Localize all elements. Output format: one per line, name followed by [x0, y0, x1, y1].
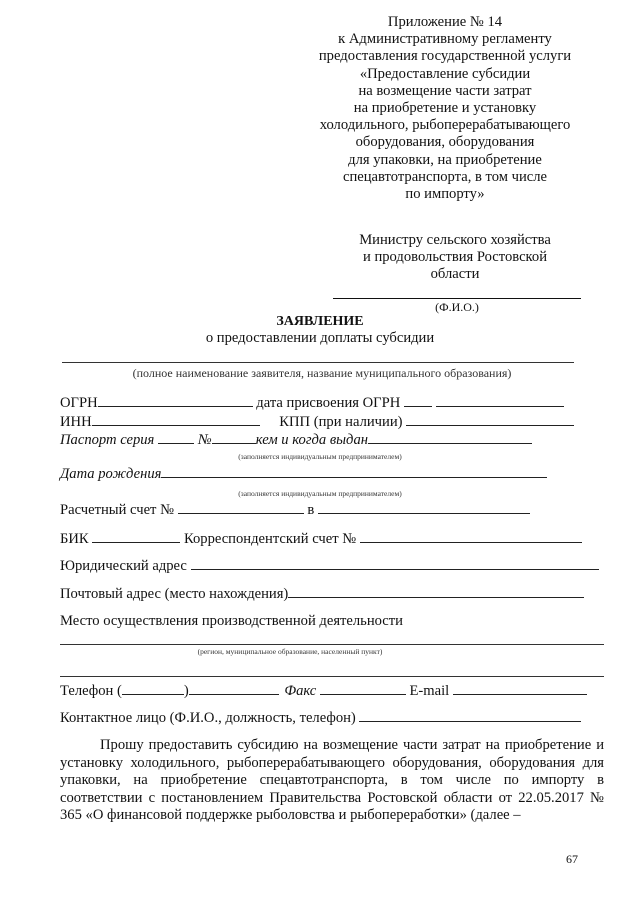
document-subtitle: о предоставлении доплаты субсидии [205, 330, 435, 346]
appendix-line: по импорту» [405, 186, 485, 203]
account-field[interactable] [178, 500, 304, 514]
request-paragraph: Прошу предоставить субсидию на возмещение части затрат на приобретение и установку холодильного, рыбоперерабатывающего оборудования, оборудования для упаковки, на приобретение спецавтотранспорта, в том числе по импорту в соответствии с постановлением Правительства Ростовской области от 22.05.2017 № 365 «О финансовой поддержке рыболовства и рыбопереработки» (далее – [60, 737, 604, 824]
production-place-field-2[interactable] [60, 676, 604, 677]
ogrn-row [60, 393, 564, 412]
appendix-header [300, 14, 590, 203]
legal-address-row [60, 556, 599, 575]
passport-issued-field[interactable] [368, 430, 532, 444]
ip-hint: (заполняется индивидуальным предпринимателем) [238, 489, 402, 498]
fax-field[interactable] [320, 681, 406, 695]
corr-account-label: Корреспондентский счет № [183, 531, 357, 547]
appendix-line: «Предоставление субсидии [359, 65, 531, 82]
fio-hint: (Ф.И.О.) [435, 300, 479, 314]
contact-row [60, 708, 581, 727]
phone-field[interactable] [189, 681, 279, 695]
birth-date-field[interactable] [161, 464, 547, 478]
postal-address-field[interactable] [288, 584, 584, 598]
appendix-line: оборудования, оборудования [355, 134, 535, 151]
passport-issued-label: кем и когда выдан [255, 432, 368, 448]
bank-field[interactable] [318, 500, 530, 514]
account-row [60, 500, 530, 519]
ogrn-field[interactable] [98, 393, 253, 407]
ogrn-label: ОГРН [60, 395, 98, 411]
appendix-line: к Административному регламенту [338, 31, 552, 48]
birth-date-row [60, 464, 547, 483]
ip-hint: (заполняется индивидуальным предпринимателем) [238, 452, 402, 461]
phone-label: Телефон ( [60, 683, 122, 699]
contact-field[interactable] [359, 708, 581, 722]
production-place-label: Место осуществления производственной деятельности [60, 613, 403, 629]
corr-account-field[interactable] [360, 529, 582, 543]
ogrn-date-day-field[interactable] [404, 393, 432, 407]
passport-number-label: № [198, 432, 212, 448]
passport-row [60, 430, 532, 449]
passport-series-field[interactable] [158, 430, 194, 444]
birth-date-label: Дата рождения [60, 466, 162, 482]
account-in-label: в [307, 502, 315, 518]
applicant-hint: (полное наименование заявителя, название муниципального образования) [132, 366, 512, 380]
email-label: E-mail [409, 683, 450, 699]
postal-address-label: Почтовый адрес (место нахождения) [60, 586, 289, 602]
page-number: 67 [566, 852, 578, 866]
phone-close: ) [183, 683, 189, 699]
appendix-line: холодильного, рыбоперерабатывающего [319, 117, 571, 134]
appendix-line: предоставления государственной услуги [318, 48, 572, 65]
production-place-row [60, 612, 403, 630]
bik-row [60, 529, 582, 548]
ogrn-date-field[interactable] [436, 393, 564, 407]
production-place-field[interactable] [60, 644, 604, 645]
region-hint: (регион, муниципальное образование, населенный пункт) [197, 647, 383, 656]
document-title: ЗАЯВЛЕНИЕ [276, 314, 364, 329]
addressee-line: области [430, 266, 480, 283]
addressee-line: Министру сельского хозяйства [359, 232, 551, 248]
bik-label: БИК [60, 531, 89, 547]
inn-label: ИНН [60, 414, 92, 430]
ogrn-date-label: дата присвоения ОГРН [256, 395, 401, 411]
passport-number-field[interactable] [212, 430, 256, 444]
applicant-name-field[interactable] [62, 362, 574, 363]
passport-series-label: Паспорт серия [60, 432, 155, 448]
kpp-field[interactable] [406, 412, 574, 426]
kpp-label: КПП (при наличии) [279, 414, 403, 430]
addressee-line: и продовольствия Ростовской [362, 249, 548, 266]
contact-label: Контактное лицо (Ф.И.О., должность, телефон) [60, 710, 356, 726]
inn-field[interactable] [92, 412, 260, 426]
legal-address-field[interactable] [191, 556, 599, 570]
appendix-line: спецавтотранспорта, в том числе [342, 168, 548, 185]
inn-row [60, 412, 574, 431]
phone-code-field[interactable] [122, 681, 184, 695]
fax-label: Факс [284, 683, 317, 699]
legal-address-label: Юридический адрес [60, 558, 187, 574]
account-label: Расчетный счет № [60, 502, 174, 518]
email-field[interactable] [453, 681, 587, 695]
fio-signature-line[interactable] [333, 298, 581, 299]
phone-row [60, 681, 587, 700]
appendix-line: на приобретение и установку [353, 100, 537, 117]
appendix-line: на возмещение части затрат [358, 82, 532, 99]
appendix-line: Приложение № 14 [387, 14, 503, 30]
bik-field[interactable] [92, 529, 180, 543]
addressee-block [330, 232, 580, 284]
appendix-line: для упаковки, на приобретение [348, 151, 542, 168]
postal-address-row [60, 584, 584, 603]
